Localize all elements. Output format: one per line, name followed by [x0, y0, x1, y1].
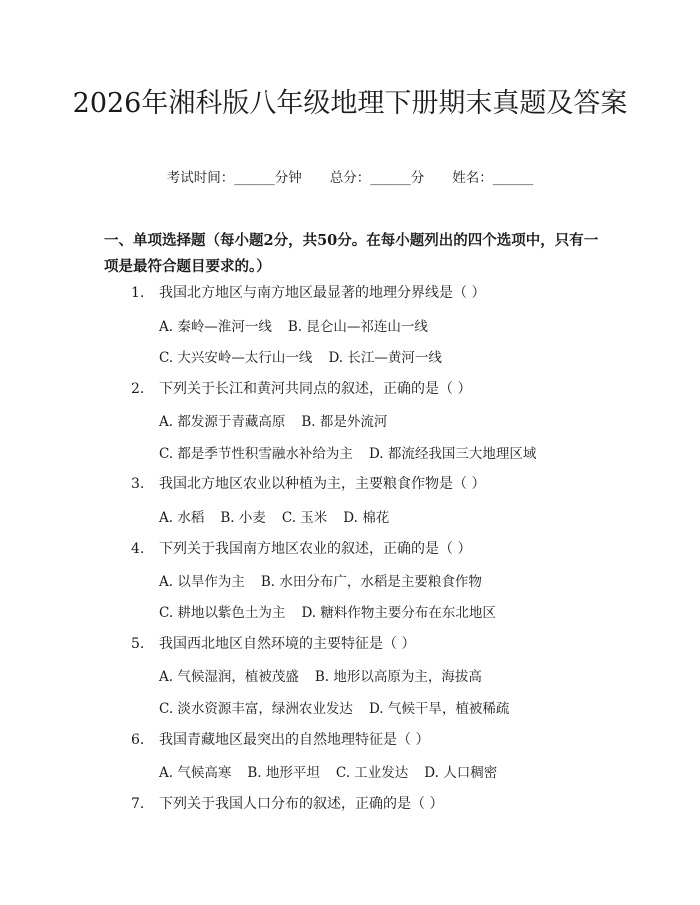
question-5 [131, 633, 415, 653]
option: A. 水稻 [159, 510, 205, 526]
options-row [159, 665, 498, 685]
question-6 [131, 729, 429, 749]
question-number: 4. [131, 541, 145, 557]
question-text: 我国北方地区与南方地区最显著的地理分界线是（ ） [159, 285, 486, 301]
question-text: 我国北方地区农业以种植为主，主要粮食作物是（ ） [159, 476, 486, 492]
option: A. 以旱作为主 [159, 574, 245, 590]
options-row [159, 570, 498, 590]
question-number: 3. [131, 476, 145, 492]
option: D. 糖料作物主要分布在东北地区 [301, 605, 496, 621]
option: B. 都是外流河 [301, 414, 388, 430]
question-4 [131, 538, 471, 558]
question-3 [131, 473, 485, 493]
options-row [159, 315, 444, 335]
question-7 [131, 793, 443, 813]
question-number: 1. [131, 285, 145, 301]
question-text: 我国青藏地区最突出的自然地理特征是（ ） [159, 732, 430, 748]
student-name: 姓名：______ [452, 170, 534, 186]
option: C. 耕地以紫色土为主 [159, 605, 286, 621]
exam-time: 考试时间：______分钟 [166, 170, 302, 186]
question-number: 7. [131, 796, 145, 812]
option: A. 气候高寒 [159, 765, 232, 781]
page-title: 2026年湘科版八年级地理下册期末真题及答案 [72, 88, 628, 119]
options-row [159, 697, 525, 717]
question-number: 6. [131, 732, 145, 748]
section-heading: 一、单项选择题（每小题2分，共50分。在每小题列出的四个选项中，只有一项是最符合题目要求的。） [104, 232, 599, 275]
question-2 [131, 378, 471, 398]
question-text: 下列关于我国人口分布的叙述，正确的是（ ） [159, 796, 444, 812]
option: C. 淡水资源丰富，绿洲农业发达 [159, 701, 353, 717]
question-text: 我国西北地区自然环境的主要特征是（ ） [159, 636, 416, 652]
options-row [159, 601, 512, 621]
option: B. 地形平坦 [247, 765, 320, 781]
question-number: 5. [131, 636, 145, 652]
option: D. 长江—黄河一线 [328, 350, 442, 366]
exam-info [0, 166, 700, 186]
options-row [159, 346, 458, 366]
option: D. 气候干旱，植被稀疏 [368, 701, 510, 717]
option: D. 都流经我国三大地理区域 [368, 446, 537, 462]
option: A. 都发源于青藏高原 [159, 414, 286, 430]
options-row [159, 761, 513, 781]
option: D. 人口稠密 [424, 765, 498, 781]
option: B. 昆仑山—祁连山一线 [287, 319, 428, 335]
option: A. 秦岭—淮河一线 [159, 319, 272, 335]
question-1 [131, 282, 485, 302]
exam-score: 总分：______分 [329, 170, 425, 186]
question-text: 下列关于长江和黄河共同点的叙述，正确的是（ ） [159, 381, 472, 397]
options-row [159, 410, 403, 430]
options-row [159, 442, 552, 462]
option: C. 工业发达 [335, 765, 409, 781]
options-row [159, 506, 405, 526]
option: B. 小麦 [220, 510, 266, 526]
option: C. 都是季节性积雪融水补给为主 [159, 446, 353, 462]
option: D. 棉花 [343, 510, 390, 526]
question-number: 2. [131, 381, 145, 397]
option: C. 玉米 [281, 510, 328, 526]
option: B. 地形以高原为主，海拔高 [314, 669, 482, 685]
option: C. 大兴安岭—太行山一线 [159, 350, 313, 366]
option: B. 水田分布广，水稻是主要粮食作物 [260, 574, 482, 590]
question-text: 下列关于我国南方地区农业的叙述，正确的是（ ） [159, 541, 472, 557]
option: A. 气候湿润，植被茂盛 [159, 669, 299, 685]
